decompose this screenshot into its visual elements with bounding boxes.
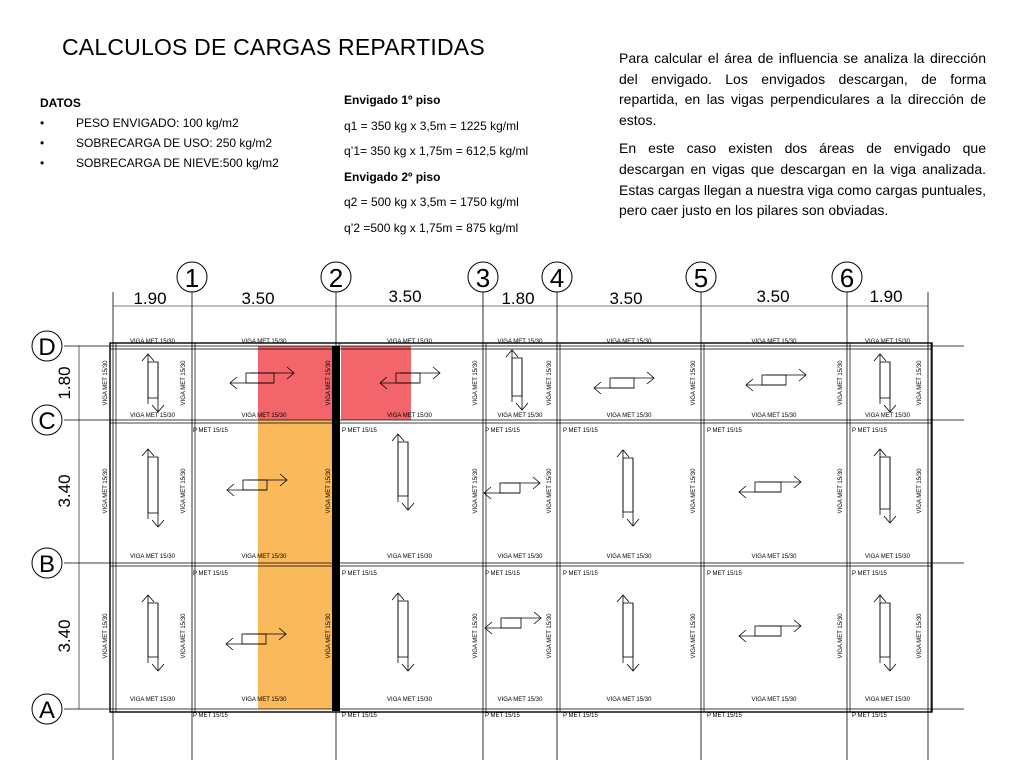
beam-label-vertical-5-2: VIGA MET 15/30 [691, 613, 697, 659]
span-dimension-0: 1.90 [133, 289, 167, 308]
joist-b-4-box [501, 618, 521, 628]
beam-label-vertical-0-0: VIGA MET 15/30 [103, 360, 109, 406]
beam-label-vertical-4-0: VIGA MET 15/30 [547, 360, 553, 406]
joist-d-1 [142, 354, 164, 412]
beam-label-c-6: VIGA MET 15/30 [865, 413, 910, 419]
beam-label-vertical-4-2: VIGA MET 15/30 [547, 613, 553, 659]
beam-label-vertical-7-1: VIGA MET 15/30 [917, 468, 923, 514]
beam-label-b-3: VIGA MET 15/30 [497, 554, 543, 560]
beam-label-vertical-1-2: VIGA MET 15/30 [181, 613, 187, 659]
beam-label-top-0: VIGA MET 15/30 [130, 339, 175, 345]
joist-b-1 [142, 595, 164, 671]
beam-label-vertical-1-1: VIGA MET 15/30 [181, 468, 187, 514]
joist-d-7 [874, 354, 896, 412]
beam-label-c-5: VIGA MET 15/30 [751, 413, 797, 419]
beam-label-b-0: VIGA MET 15/30 [130, 554, 175, 560]
joist-d-1-box [148, 362, 158, 398]
axis-number-6: 6 [839, 263, 855, 293]
joist-c-7-box [880, 457, 890, 509]
joist-d-6-box [762, 375, 786, 385]
beam-label-a-4: VIGA MET 15/30 [606, 697, 652, 703]
joist-c-3-box [398, 442, 408, 496]
joist-b-4 [485, 612, 541, 634]
pillar-label-1-2: P MET 15/15 [485, 571, 520, 577]
beam-label-vertical-0-2: VIGA MET 15/30 [103, 613, 109, 659]
beam-label-c-4: VIGA MET 15/30 [606, 413, 652, 419]
axis-letter-C: C [38, 408, 56, 435]
joist-c-6 [739, 476, 801, 498]
axis-letter-D: D [38, 334, 56, 361]
datos-item-nieve: • SOBRECARGA DE NIEVE:500 kg/m2 [40, 153, 279, 173]
axis-letter-B: B [38, 551, 56, 578]
joist-c-7 [874, 449, 896, 523]
beam-label-c-1: VIGA MET 15/30 [241, 413, 287, 419]
beam-label-a-3: VIGA MET 15/30 [497, 697, 543, 703]
page-title: CALCULOS DE CARGAS REPARTIDAS [62, 34, 485, 60]
envigado-piso1-heading: Envigado 1º piso [344, 93, 441, 107]
beam-label-vertical-6-2: VIGA MET 15/30 [838, 613, 844, 659]
joist-d-4 [506, 350, 528, 410]
explanation-paragraph-2: En este caso existen dos áreas de envigado que descargan en vigas que descargan en la viga analizada. Estas cargas llegan a nuestra viga como cargas puntuales, pero caer justo en los pilares son obviadas. [619, 140, 986, 219]
beam-label-vertical-4-1: VIGA MET 15/30 [547, 468, 553, 514]
span-dimension-6: 1.90 [869, 287, 903, 306]
joist-b-3 [392, 593, 414, 671]
axis-letter-A: A [38, 697, 56, 724]
joist-b-1-box [148, 603, 158, 657]
beam-label-vertical-3-2: VIGA MET 15/30 [473, 613, 479, 659]
formula-q1: q1 = 350 kg x 3,5m = 1225 kg/ml [344, 118, 519, 133]
beam-label-vertical-7-2: VIGA MET 15/30 [917, 613, 923, 659]
joist-c-5-box [623, 458, 633, 512]
joist-b-7-box [880, 603, 890, 657]
beam-label-c-3: VIGA MET 15/30 [497, 413, 543, 419]
pillar-label-1-3: P MET 15/15 [563, 571, 598, 577]
span-dimension-4: 3.50 [609, 289, 643, 308]
joist-d-5 [594, 372, 654, 394]
beam-label-vertical-7-0: VIGA MET 15/30 [917, 360, 923, 406]
beam-label-b-5: VIGA MET 15/30 [751, 554, 797, 560]
formula-q1-prime: q’1= 350 kg x 1,75m = 612,5 kg/ml [344, 144, 529, 158]
joist-b-3-box [398, 601, 408, 657]
axis-number-3: 3 [475, 263, 491, 293]
formula-q2: q2 = 500 kg x 3,5m = 1750 kg/ml [344, 195, 519, 209]
beam-label-vertical-6-0: VIGA MET 15/30 [838, 360, 844, 406]
datos-item-peso: • PESO ENVIGADO: 100 kg/m2 [40, 113, 279, 133]
joist-b-5 [617, 595, 639, 671]
beam-label-b-2: VIGA MET 15/30 [387, 554, 432, 560]
analyzed-beam [332, 346, 340, 711]
beam-label-top-6: VIGA MET 15/30 [865, 339, 910, 345]
span-dimension-2: 3.50 [388, 287, 422, 306]
plan-outline [110, 343, 932, 712]
datos-item-uso: • SOBRECARGA DE USO: 250 kg/m2 [40, 133, 279, 153]
influence-area-orange [258, 420, 336, 709]
beam-label-vertical-2-0: VIGA MET 15/30 [326, 360, 332, 406]
beam-label-vertical-3-0: VIGA MET 15/30 [473, 360, 479, 406]
joist-b-6-box [755, 626, 781, 636]
joist-c-4 [484, 477, 540, 499]
pillar-label-2-4: P MET 15/15 [707, 713, 742, 719]
joist-c-4-box [500, 483, 520, 493]
pillar-label-0-1: P MET 15/15 [342, 428, 377, 434]
beam-label-a-5: VIGA MET 15/30 [751, 697, 797, 703]
pillar-label-0-3: P MET 15/15 [563, 428, 598, 434]
span-dimension-5: 3.50 [756, 287, 790, 306]
beam-label-top-3: VIGA MET 15/30 [497, 339, 543, 345]
beam-label-b-4: VIGA MET 15/30 [606, 554, 652, 560]
datos-heading: DATOS [40, 96, 81, 110]
beam-label-a-0: VIGA MET 15/30 [130, 697, 175, 703]
joist-b-6 [739, 620, 801, 642]
pillar-label-1-0: P MET 15/15 [193, 571, 228, 577]
pillar-label-2-5: P MET 15/15 [852, 713, 887, 719]
joist-c-1-box [148, 457, 158, 513]
joist-d-7-box [880, 362, 890, 398]
span-dimension-3: 1.80 [501, 289, 535, 308]
pillar-label-0-0: P MET 15/15 [193, 428, 228, 434]
beam-label-c-0: VIGA MET 15/30 [130, 413, 175, 419]
beam-label-top-4: VIGA MET 15/30 [606, 339, 652, 345]
axis-number-5: 5 [693, 263, 709, 293]
beam-label-vertical-5-0: VIGA MET 15/30 [691, 360, 697, 406]
axis-number-4: 4 [549, 263, 565, 293]
joist-b-7 [874, 595, 896, 671]
beam-label-b-1: VIGA MET 15/30 [241, 554, 287, 560]
pillar-label-2-3: P MET 15/15 [563, 713, 598, 719]
explanation-paragraph-1: Para calcular el área de influencia se analiza la dirección del envigado. Los envigados descargan, de forma repartida, en las vigas perpendiculares a la dirección de estos. [619, 50, 986, 128]
axis-number-1: 1 [184, 263, 200, 293]
beam-label-a-6: VIGA MET 15/30 [865, 697, 910, 703]
joist-c-3 [392, 434, 414, 510]
beam-label-top-2: VIGA MET 15/30 [387, 339, 432, 345]
joist-d-4-box [512, 358, 522, 396]
pillar-label-0-5: P MET 15/15 [852, 428, 887, 434]
beam-label-vertical-2-2: VIGA MET 15/30 [326, 613, 332, 659]
beam-label-a-1: VIGA MET 15/30 [241, 697, 287, 703]
beam-label-vertical-5-1: VIGA MET 15/30 [691, 468, 697, 514]
pillar-label-2-1: P MET 15/15 [342, 713, 377, 719]
pillar-label-0-2: P MET 15/15 [485, 428, 520, 434]
joist-d-5-box [610, 378, 634, 388]
joist-c-1 [142, 449, 164, 527]
pillar-label-1-4: P MET 15/15 [707, 571, 742, 577]
row-dimension-0: 1.80 [55, 366, 74, 400]
pillar-label-0-4: P MET 15/15 [707, 428, 742, 434]
beam-label-top-1: VIGA MET 15/30 [241, 339, 287, 345]
pillar-label-1-5: P MET 15/15 [852, 571, 887, 577]
beam-label-a-2: VIGA MET 15/30 [387, 697, 432, 703]
joist-c-6-box [755, 482, 781, 492]
beam-label-vertical-2-1: VIGA MET 15/30 [326, 468, 332, 514]
beam-label-vertical-3-1: VIGA MET 15/30 [473, 468, 479, 514]
beam-label-top-5: VIGA MET 15/30 [751, 339, 797, 345]
axis-number-2: 2 [328, 263, 344, 293]
formula-q2-prime: q’2 =500 kg x 1,75m = 875 kg/ml [344, 220, 519, 235]
joist-b-5-box [623, 603, 633, 657]
pillar-label-1-1: P MET 15/15 [342, 571, 377, 577]
joist-d-6 [746, 369, 806, 391]
beam-label-b-6: VIGA MET 15/30 [865, 554, 910, 560]
row-dimension-1: 3.40 [55, 474, 74, 508]
beam-label-vertical-6-1: VIGA MET 15/30 [838, 468, 844, 514]
beam-label-vertical-0-1: VIGA MET 15/30 [103, 468, 109, 514]
joist-c-5 [617, 450, 639, 526]
pillar-label-2-2: P MET 15/15 [485, 713, 520, 719]
envigado-piso2-heading: Envigado 2º piso [344, 169, 441, 184]
pillar-label-2-0: P MET 15/15 [193, 713, 228, 719]
row-dimension-2: 3.40 [55, 619, 74, 653]
beam-label-c-2: VIGA MET 15/30 [387, 413, 432, 419]
span-dimension-1: 3.50 [241, 289, 275, 308]
beam-label-vertical-1-0: VIGA MET 15/30 [181, 360, 187, 406]
